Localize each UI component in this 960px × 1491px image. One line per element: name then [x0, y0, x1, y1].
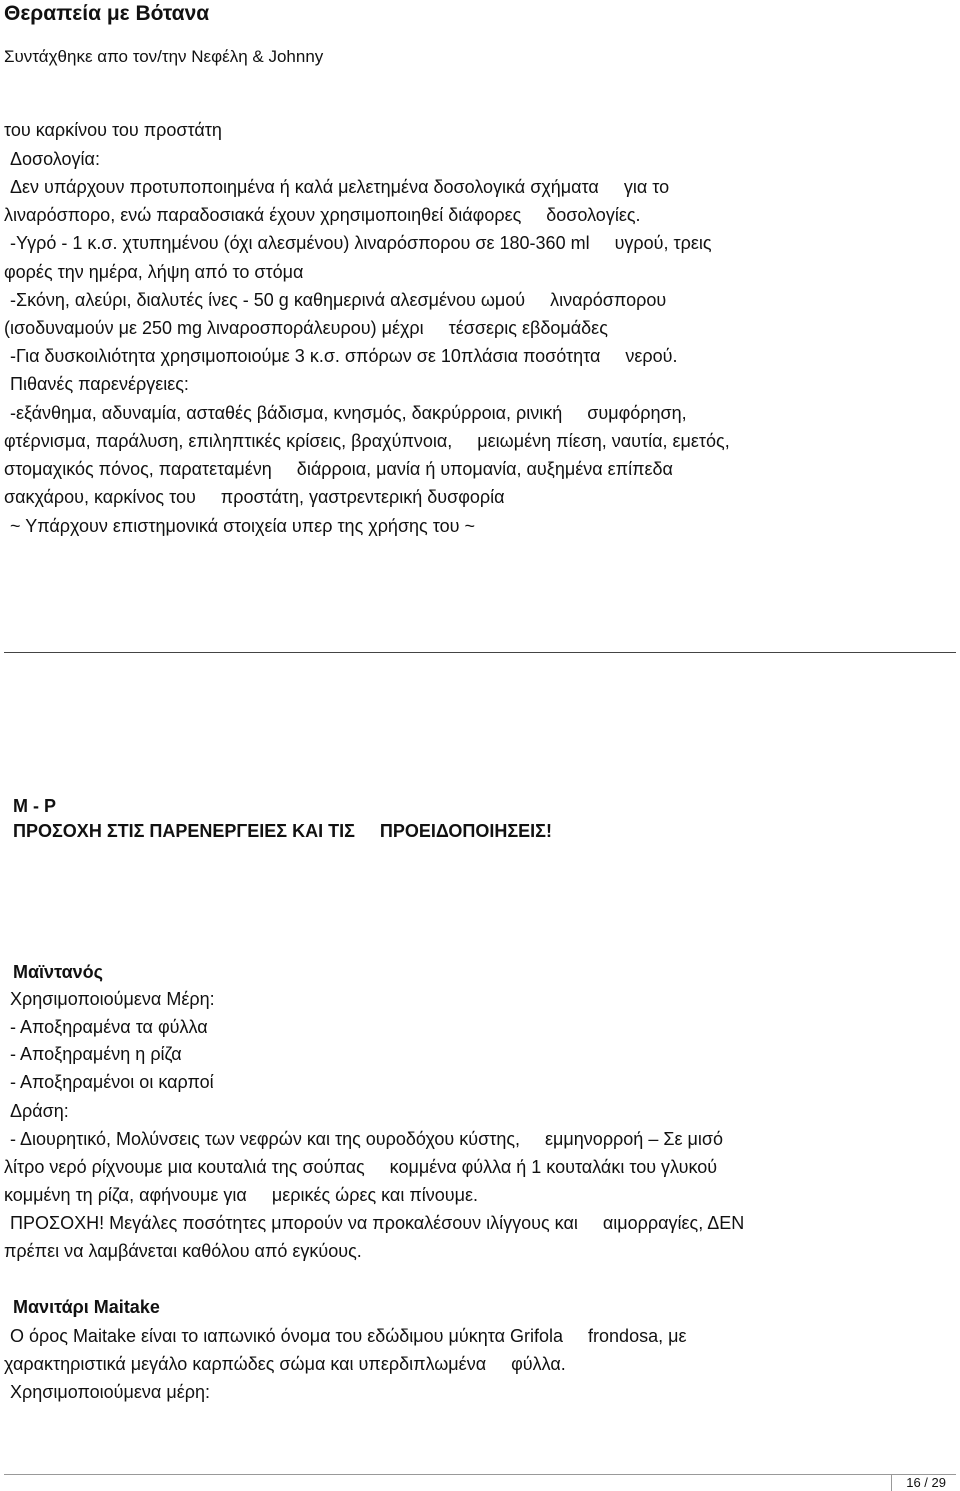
document-author: Συντάχθηκε απο τον/την Νεφέλη & Johnny — [4, 47, 324, 66]
text-line: του καρκίνου του προστάτη — [4, 120, 222, 140]
text-line: - Αποξηραμένοι οι καρποί — [10, 1072, 214, 1092]
letter-range-heading: Μ - Ρ — [13, 796, 56, 816]
section-divider — [4, 652, 956, 653]
text-line: (ισοδυναμούν με 250 mg λιναροσποράλευρου) μέχρι τέσσερις εβδομάδες — [4, 318, 608, 338]
text-line: Πιθανές παρενέργειες: — [10, 374, 189, 394]
text-line: λιναρόσπορο, ενώ παραδοσιακά έχουν χρησιμοποιηθεί διάφορες δοσολογίες. — [4, 205, 641, 225]
text-line: ΠΡΟΣΟΧΗ! Μεγάλες ποσότητες μπορούν να προκαλέσουν ιλίγγους και αιμορραγίες, ΔΕΝ — [10, 1213, 745, 1233]
text-line: -Σκόνη, αλεύρι, διαλυτές ίνες - 50 g καθημερινά αλεσμένου ωμού λιναρόσπορου — [10, 290, 667, 310]
text-line: Χρησιμοποιούμενα μέρη: — [10, 1382, 210, 1402]
text-line: Δοσολογία: — [10, 149, 100, 169]
warning-heading: ΠΡΟΣΟΧΗ ΣΤΙΣ ΠΑΡΕΝΕΡΓΕΙΕΣ ΚΑΙ ΤΙΣ ΠΡΟΕΙΔΟΠΟΙΗΣΕΙΣ! — [13, 821, 552, 841]
text-line: Ο όρος Maitake είναι το ιαπωνικό όνομα του εδώδιμου μύκητα Grifola frondosa, με — [10, 1326, 687, 1346]
text-line: - Αποξηραμένα τα φύλλα — [10, 1017, 208, 1037]
text-line: -εξάνθημα, αδυναμία, ασταθές βάδισμα, κνησμός, δακρύρροια, ρινική συμφόρηση, — [10, 403, 687, 423]
text-line: - Διουρητικό, Μολύνσεις των νεφρών και της ουροδόχου κύστης, εμμηνορροή – Σε μισό — [10, 1129, 723, 1149]
text-line: ~ Υπάρχουν επιστημονικά στοιχεία υπερ της χρήσης του ~ — [10, 516, 475, 536]
document-title: Θεραπεία με Βότανα — [4, 2, 210, 25]
section-title: Μανιτάρι Maitake — [13, 1297, 160, 1317]
text-line: Δεν υπάρχουν προτυποποιημένα ή καλά μελετημένα δοσολογικά σχήματα για το — [10, 177, 670, 197]
text-line: - Αποξηραμένη η ρίζα — [10, 1044, 182, 1064]
text-line: Δράση: — [10, 1101, 69, 1121]
text-line: -Υγρό - 1 κ.σ. χτυπημένου (όχι αλεσμένου) λιναρόσπορου σε 180-360 ml υγρού, τρεις — [10, 233, 712, 253]
section-title: Μαϊντανός — [13, 962, 104, 982]
text-line: πρέπει να λαμβάνεται καθόλου από εγκύους. — [4, 1241, 362, 1261]
text-line: Χρησιμοποιούμενα Μέρη: — [10, 989, 215, 1009]
text-line: σακχάρου, καρκίνος του προστάτη, γαστρεντερική δυσφορία — [4, 487, 505, 507]
text-line: φτέρνισμα, παράλυση, επιληπτικές κρίσεις, βραχύπνοια, μειωμένη πίεση, ναυτία, εμετός, — [4, 431, 730, 451]
text-line: στομαχικός πόνος, παρατεταμένη διάρροια, μανία ή υπομανία, αυξημένα επίπεδα — [4, 459, 673, 479]
footer-divider — [4, 1474, 956, 1475]
text-line: χαρακτηριστικά μεγάλο καρπώδες σώμα και υπερδιπλωμένα φύλλα. — [4, 1354, 566, 1374]
text-line: λίτρο νερό ρίχνουμε μια κουταλιά της σούπας κομμένα φύλλα ή 1 κουταλάκι του γλυκού — [4, 1157, 718, 1177]
text-line: φορές την ημέρα, λήψη από το στόμα — [4, 262, 304, 282]
text-line: κομμένη τη ρίζα, αφήνουμε για μερικές ώρες και πίνουμε. — [4, 1185, 479, 1205]
page-number: 16 / 29 — [891, 1474, 946, 1491]
text-line: -Για δυσκοιλιότητα χρησιμοποιούμε 3 κ.σ. σπόρων σε 10πλάσια ποσότητα νερού. — [10, 346, 678, 366]
